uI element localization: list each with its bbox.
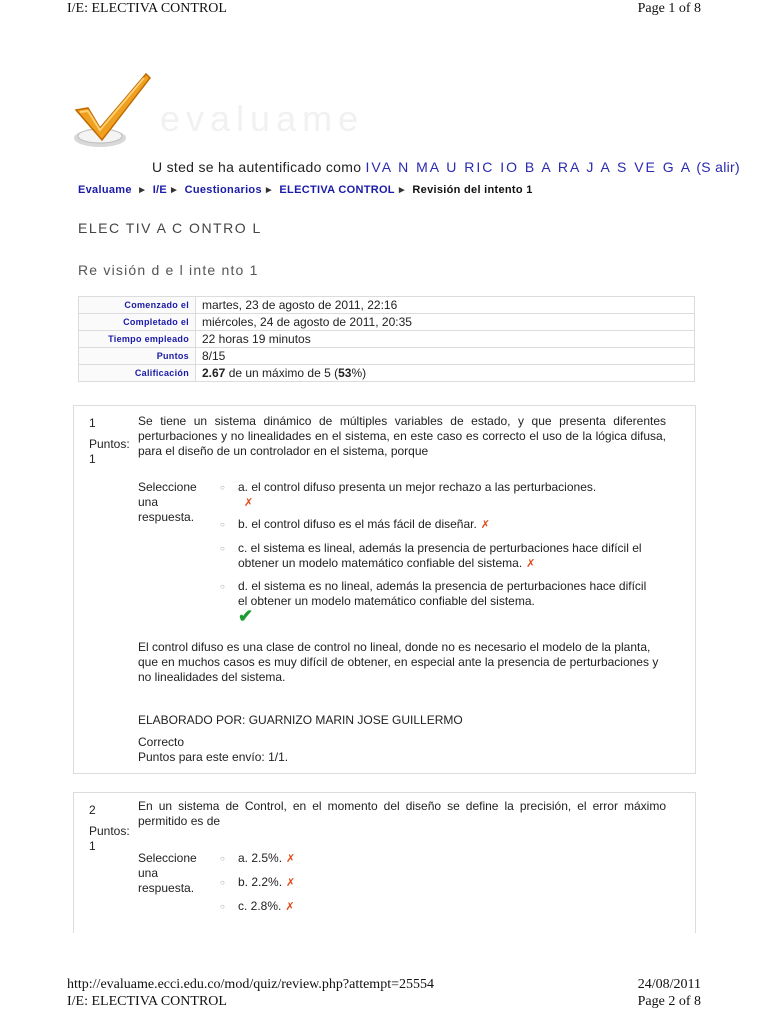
summary-value: martes, 23 de agosto de 2011, 22:16 <box>196 297 695 314</box>
breadcrumb-evaluame[interactable]: Evaluame <box>78 184 132 196</box>
question-points: 1 <box>89 452 96 466</box>
question-number: 2 <box>89 803 96 817</box>
option-text: b. el control difuso es el más fácil de diseñar. <box>238 517 477 531</box>
user-name-link[interactable]: IVA N MA U RIC IO B A RA J A S VE G A <box>365 159 693 175</box>
grade-value <box>196 365 695 382</box>
question-points-label: Puntos: <box>89 437 130 451</box>
question-text: Se tiene un sistema dinámico de múltiples variables de estado, y que presenta diferentes perturbaciones y no linealidades en el sistema, en este caso es correcto el uso de la lógica difusa, para el diseño de un controlador en el sistema, porque <box>138 414 666 458</box>
radio-icon[interactable]: ○ <box>220 520 225 529</box>
attempt-summary-table <box>78 296 695 382</box>
print-footer-url: http://evaluame.ecci.edu.co/mod/quiz/review.php?attempt=25554 <box>67 977 434 992</box>
table-row <box>79 365 695 382</box>
grade-end: %) <box>351 366 367 380</box>
answer-option-b[interactable] <box>220 875 295 891</box>
option-text: b. 2.2%. <box>238 875 283 889</box>
summary-label: Tiempo empleado <box>79 331 196 348</box>
table-row <box>79 331 695 348</box>
page-title: ELEC TIV A C ONTRO L <box>78 220 262 236</box>
breadcrumb-cuestionarios[interactable]: Cuestionarios <box>184 184 262 196</box>
breadcrumb-ie[interactable]: I/E <box>152 184 168 196</box>
wrong-mark-icon: ✗ <box>286 877 296 889</box>
breadcrumb-electiva-control[interactable]: ELECTIVA CONTROL <box>279 184 395 196</box>
summary-label: Comenzado el <box>79 297 196 314</box>
radio-icon[interactable]: ○ <box>220 854 225 863</box>
summary-label: Completado el <box>79 314 196 331</box>
answer-option-a[interactable] <box>220 480 658 511</box>
table-row <box>79 297 695 314</box>
radio-icon[interactable]: ○ <box>220 878 225 887</box>
option-text: a. el control difuso presenta un mejor rechazo a las perturbaciones. <box>238 480 597 494</box>
radio-icon[interactable]: ○ <box>220 483 225 492</box>
option-text: c. el sistema es lineal, además la presencia de perturbaciones hace difícil el obtener un modelo matemático confiable del sistema. <box>238 541 642 570</box>
wrong-mark-icon: ✗ <box>526 558 536 570</box>
table-row <box>79 348 695 365</box>
question-text: En un sistema de Control, en el momento del diseño se define la precisión, el error máximo permitido es de <box>138 799 666 828</box>
summary-label: Puntos <box>79 348 196 365</box>
option-text: d. el sistema es no lineal, además la presencia de perturbaciones hace difícil el obtener un modelo matemático confiable del sistema. <box>238 579 647 608</box>
print-header-page: Page 2 of 8 <box>637 994 701 1009</box>
radio-icon[interactable]: ○ <box>220 544 225 553</box>
print-header-title: I/E: ELECTIVA CONTROL <box>67 1 227 16</box>
wrong-mark-icon: ✗ <box>285 901 295 913</box>
grade-percent: 53 <box>338 366 352 380</box>
attempt-title: Re visión d e l inte nto 1 <box>78 262 259 278</box>
watermark-logo-icon: evaluame <box>160 98 365 139</box>
breadcrumb-separator-icon: ► <box>169 185 180 196</box>
wrong-mark-icon: ✗ <box>244 497 254 509</box>
question-author: ELABORADO POR: GUARNIZO MARIN JOSE GUILLERMO <box>138 713 463 727</box>
table-row <box>79 314 695 331</box>
question-points-label: Puntos: <box>89 824 130 838</box>
summary-value: miércoles, 24 de agosto de 2011, 20:35 <box>196 314 695 331</box>
question-points: 1 <box>89 839 96 853</box>
select-answer-label: Seleccione una respuesta. <box>138 480 197 524</box>
breadcrumb-separator-icon: ► <box>396 185 408 196</box>
checkmark-logo-icon <box>70 70 160 150</box>
correct-mark-icon: ✔ <box>238 606 254 626</box>
answer-option-a[interactable] <box>220 851 295 867</box>
answer-option-b[interactable] <box>220 517 658 533</box>
question-info <box>89 803 130 854</box>
summary-value: 8/15 <box>196 348 695 365</box>
question-result: Correcto <box>138 735 185 749</box>
question-2 <box>73 792 696 933</box>
breadcrumb <box>78 184 533 196</box>
logout-link[interactable]: (S alir) <box>696 159 740 175</box>
answer-option-c[interactable] <box>220 541 650 572</box>
login-info <box>152 159 740 175</box>
option-text: a. 2.5%. <box>238 851 283 865</box>
radio-icon[interactable]: ○ <box>220 582 225 591</box>
question-score: Puntos para este envío: 1/1. <box>138 750 289 764</box>
select-answer-label: Seleccione una respuesta. <box>138 851 197 895</box>
option-text: c. 2.8%. <box>238 899 282 913</box>
login-prefix: U sted se ha autentificado como <box>152 159 366 175</box>
question-feedback: El control difuso es una clase de control no lineal, donde no es necesario el modelo de la planta, que en muchos casos es muy difícil de obtener, en especial ante la presencia de perturbaciones y no linealidades del sistema. <box>138 640 659 684</box>
print-header-title: I/E: ELECTIVA CONTROL <box>67 994 227 1009</box>
radio-icon[interactable]: ○ <box>220 902 225 911</box>
question-info <box>89 416 130 467</box>
print-header-page: Page 1 of 8 <box>637 1 701 16</box>
summary-value: 22 horas 19 minutos <box>196 331 695 348</box>
answer-option-c[interactable] <box>220 899 295 915</box>
answer-option-d[interactable] <box>220 579 650 626</box>
breadcrumb-separator-icon: ► <box>137 185 148 196</box>
grade-mid: de un máximo de 5 ( <box>225 366 339 380</box>
breadcrumb-separator-icon: ► <box>263 185 275 196</box>
print-footer-date: 24/08/2011 <box>637 977 701 992</box>
grade-score: 2.67 <box>202 366 226 380</box>
wrong-mark-icon: ✗ <box>480 519 491 531</box>
summary-label: Calificación <box>79 365 196 382</box>
question-1 <box>73 405 696 774</box>
breadcrumb-current: Revisión del intento 1 <box>412 184 533 196</box>
question-number: 1 <box>89 416 96 430</box>
wrong-mark-icon: ✗ <box>286 853 296 865</box>
